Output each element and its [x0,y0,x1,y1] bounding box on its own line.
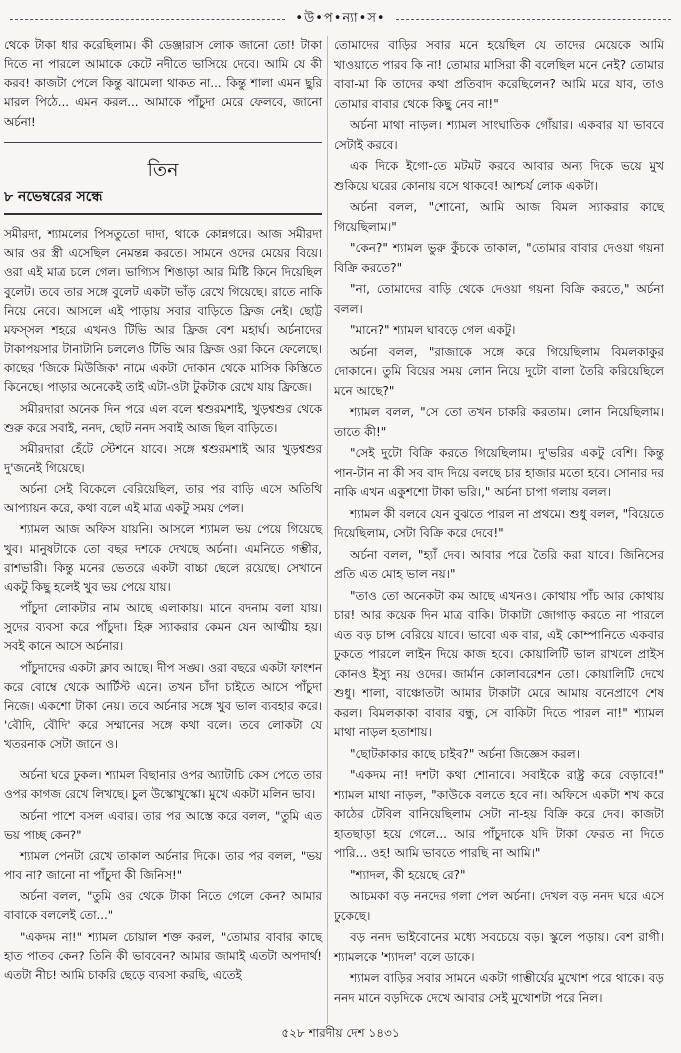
paragraph: পাঁচুদাদের একটা ক্লাব আছে। দীপ সঙ্ঘ। ওরা বছরে একটা ফাংশন করে বোম্বে থেকে আর্টিস্ট এনে। তখন চাঁদা চাইতে আসে পাঁচুদা নিজে। একশো টাকা নেয়। তবে অর্চনার সঙ্গে খুব ভাল ব্যবহার করে। 'বৌদি, বৌদি' করে সম্মানের সঙ্গে কথা বলে। তবে লোকটা যে খতরনাক সেটা জানে ও। [4,660,322,752]
header-rule-right [396,19,671,20]
header-rule-left [10,19,285,20]
paragraph: "সেই দুটো বিক্রি করতে গিয়েছিলাম। দু'ভরির একটু বেশি। কিন্তু পান-টান না কী সব বাদ দিয়ে বলছে চার হাজার মতো হবে। সোনার দর নাকি এখন একুশশো টাকা ভরি।," অর্চনা চাপা গলায় বলল। [334,446,664,499]
paragraph: এক দিকে ইগো-তে মটমট করবে আবার অন্য দিকে ভয়ে মুখ শুকিয়ে ঘরের কোনায় বসে থাকবে! আশ্চর্য লোক একটা। [334,159,664,193]
paragraph: "তাও তো অনেকটা কম আছে এখনও। কোথায় পাঁচ আর কোথায় চার! আর কয়েক দিন মাত্র বাকি। টাকাটা জোগাড় করতে না পারলে এত বড় চান্স বেরিয়ে যাবে। ভাবো এক বার, এই কোম্পানিতে একবার ঢুকতে পারলে লাইন দিয়ে কাজ হবে। কোয়ালিটি ভাল রাখলে প্রাইস কোনও ইস্যু নয় ওদের। জার্মান কোলাবরেশন তো। কোয়ালিটি দেখে শুধু। শালা, বাঞ্চোতটা আমার টাকাটা মেরে আমায় বনেপ্রাণে শেষ করল। বিমলকাকা বাবার বন্ধু, সে বাকিটা দিতে পারল না!" শ্যামল মাথা নাড়ল হতাশায়। [334,588,664,739]
paragraph: "কেন?" শ্যামল ভুরু কুঁচকে তাকাল, "তোমার বাবার দেওয়া গয়না বিক্রি করতে?" [334,241,664,275]
paragraph: অর্চনা ঘরে ঢুকল। শ্যামল বিছানার ওপর অ্যাটাচি কেস পেতে তার ওপর কাগজ রেখে লিখছে। চুল উস্কোখুস্কো। মুখে একটা মলিন ভাব। [4,768,322,802]
paragraph: "ছোটকাকার কাছে চাইব?" অর্চনা জিজ্ঞেস করল। [350,746,580,761]
header-title: •উ•প•ন্যা•স• [295,10,386,26]
left-column [4,36,322,987]
paragraph: অর্চনা বলল, "রাজাকে সঙ্গে করে গিয়েছিলাম বিমলকাকুর দোকানে। তুমি বিয়ের সময় লোন নিয়ে দুটো বালা তৈরি করিয়েছিলে মনে আছে?" [334,344,664,398]
paragraph: সমীরদা, শ্যামলের পিসতুতো দাদা, থাকে কোন্নগরে। আজ সমীরদা আর ওর স্ত্রী এসেছিল নেমন্তন্ন করতে। সামনে ওদের মেয়ের বিয়ে। ওরা এই মাত্র চলে গেল। ভাগ্যিস শিঙাড়া আর মিষ্টি কিনে দিয়েছিল বুলেট। তবে তার সঙ্গে বুলেট একটা ভাঁড় রেখে গিয়েছে। রাতে নাকি নিয়ে নেবে। আসলে এই পাড়ায় সবার বাড়িতে ফ্রিজ নেই। ছোট্ট মফস্সল শহরে এখনও টিভি আর ফ্রিজ বেশ মহার্ঘ। অর্চনাদের টাকাপয়সার টানাটানি চললেও টিভি আর ফ্রিজ ওরা কিনে ফেলেছে। কাছের 'জিকে মিউজিক' নামে একটা দোকান থেকে মাসিক কিস্তিতে কিনেছে। পাড়ার অনেকেই তাই এটা-ওটা টুকটাক রেখে যায় ফ্রিজে। [4,227,322,395]
column-divider [327,36,328,1024]
paragraph: পাঁচুদা লোকটার নাম আছে এলাকায়। মানে বদনাম বলা যায়। সুদের ব্যবসা করে পাঁচুদা। হিরু স্যাকরার কেমন যেন আত্মীয় হয়। সবই কানে আসে অর্চনার। [4,601,322,654]
page-header [0,8,681,30]
paragraph: "শ্যাদল, কী হয়েছে রে?" [350,867,466,882]
right-column [334,36,664,1010]
paragraph: থেকে টাকা ধার করেছিলাম। কী ডেঞ্জারাস লোক জানো তো! টাকা দিতে না পারলে আমাকে কেটে নদীতে ভাসিয়ে দেবে। আমি যে কী করব! কাজটা পেলে কিন্তু ঝামেলা থাকত না... কিন্তু শালা এমন ছুরি মারল পিঠে... এমন করল... আমাকে পাঁচুদা মেরে ফেলবে, জানো অর্চনা! [4,38,322,129]
paragraph: সমীরদারা অনেক দিন পরে এল বলে শ্বশুরমশাই, খুড়শ্বশুর থেকে শুরু করে সবাই, ননদ, ছোট ননদ সবাই আজ ছিল বাড়িতে। [4,401,322,435]
paragraph: অর্চনা বলল, "তুমি ওর থেকে টাকা নিতে গেলে কেন? আমার বাবাকে বললেই তো..." [4,889,322,923]
paragraph: শ্যামল আজ অফিস যায়নি। আসলে শ্যামল ভয় পেয়ে গিয়েছে খুব। মানুষটাকে তো বছর দশকে দেখছে অর্চনা। এমনিতে গম্ভীর, রাশভারী। কিন্তু মনের ভেতরে একটা বাচ্চা ছেলে রয়েছে। সেখানে একটু কিছু হলেই খুব ভয় পেয়ে যায়। [4,522,322,594]
paragraph: শ্যামল পেনটা রেখে তাকাল অর্চনার দিকে। তার পর বলল, "ভয় পাব না? জানো না পাঁচুদা কী জিনিস!" [4,848,322,883]
paragraph: তোমাদের বাড়ির সবার মনে হয়েছিল যে তাদের মেয়েকে আমি খাওয়াতে পারব কি না! তোমার মাসিরা কী বলেছিল মনে নেই? তোমার বাবা-মা কি তাদের কথা প্রতিবাদ করেছিলেন? আমি মরে যাব, তাও তোমার বাবার থেকে কিছু নেব না!" [334,38,664,111]
page-footer: ৫২৮ শারদীয় দেশ ১৪৩১ [281,1026,400,1040]
paragraph: "মানে?" শ্যামল ঘাবড়ে গেল একটু। [350,323,516,337]
chapter-heading: তিন [147,158,179,181]
section-heading: ৮ নভেম্বরের সন্ধে [4,188,322,215]
paragraph: বড় ননদ ভাইবোনের মধ্যে সবচেয়ে বড়। স্কুলে পড়ায়। বেশ রাগী। শ্যামলকে 'শ্যাদল' বলে ডাকে। [334,930,664,964]
scene-break [4,756,322,766]
paragraph: অর্চনা বলল, "শোনো, আমি আজ বিমল স্যাকরার কাছে গিয়েছিলাম।" [334,200,664,234]
chapter-rule [4,142,322,143]
paragraph: আচমকা বড় ননদের গলা পেল অর্চনা। দেখল বড় ননদ ঘরে এসে ঢুকেছে। [334,889,664,923]
paragraph: "একদম না! দশটা কথা শোনাবে। সবাইকে রাষ্ট্র করে বেড়াবে!" শ্যামল মাথা নাড়ল, "কাউকে বলতে হবে না। অফিসে একটা শখ করে কাঠের টেবিল বানিয়েছিলাম সেটা না-হয় বিক্রি করে দেব। কাজটা হাতছাড়া হয়ে গেলে... আর পাঁচুদাকে যদি টাকা ফেরত না দিতে পারি... ওহ! আমি ভাবতে পারছি না আমি।" [334,768,664,860]
paragraph: "না, তোমাদের বাড়ি থেকে দেওয়া গয়না বিক্রি করতে," অর্চনা বলল। [334,282,664,316]
paragraph: অর্চনা বলল, "হ্যাঁ দেব। আবার পরে তৈরি করা যাবে। জিনিসের প্রতি এত মোহ ভাল নয়।" [334,547,664,581]
paragraph: অর্চনা সেই বিকেলে বেরিয়েছিল, তার পর বাড়ি এসে অতিথি আপ্যায়ন করে, কথা বলে এই মাত্র একটু সময় পেল। [4,482,322,516]
paragraph: শ্যামল বাড়ির সবার সামনে একটা গাম্ভীর্যের মুখোশ পরে থাকে। বড় ননদ মানে বড়দিকে দেখে আবার সেই মুখোশটা পরে নিল। [334,971,664,1005]
paragraph: "একদম না!" শ্যামল চোয়াল শক্ত করল, "তোমার বাবার কাছে হাত পাতব কেন? তিনি কী ভাববেন? আমার জামাই এতটা অপদার্থ! এতটা নীচ! আমি চাকরি ছেড়ে ব্যবসা করছি, এতেই [4,929,322,982]
paragraph: সমীরদারা হেঁটে স্টেশনে যাবে। সঙ্গে শ্বশুরমশাই আর খুড়শ্বশুর দু'জনেই গিয়েছে। [4,441,322,475]
paragraph: অর্চনা পাশে বসল এবার। তার পর আস্তে করে বলল, "তুমি এত ভয় পাচ্ছ কেন?" [4,808,322,842]
paragraph: শ্যামল বলল, "সে তো তখন চাকরি করতাম। লোন নিয়েছিলাম। তাতে কী!" [334,405,664,439]
paragraph: শ্যামল কী বলবে যেন বুঝতে পারল না প্রথমে। শুধু বলল, "বিয়েতে দিয়েছিলাম, সেটা বিক্রি করে দেবে!" [334,506,664,540]
paragraph: অর্চনা মাথা নাড়ল। শ্যামল সাংঘাতিক গোঁয়ার। একবার যা ভাববে সেটাই করবে। [334,118,664,152]
